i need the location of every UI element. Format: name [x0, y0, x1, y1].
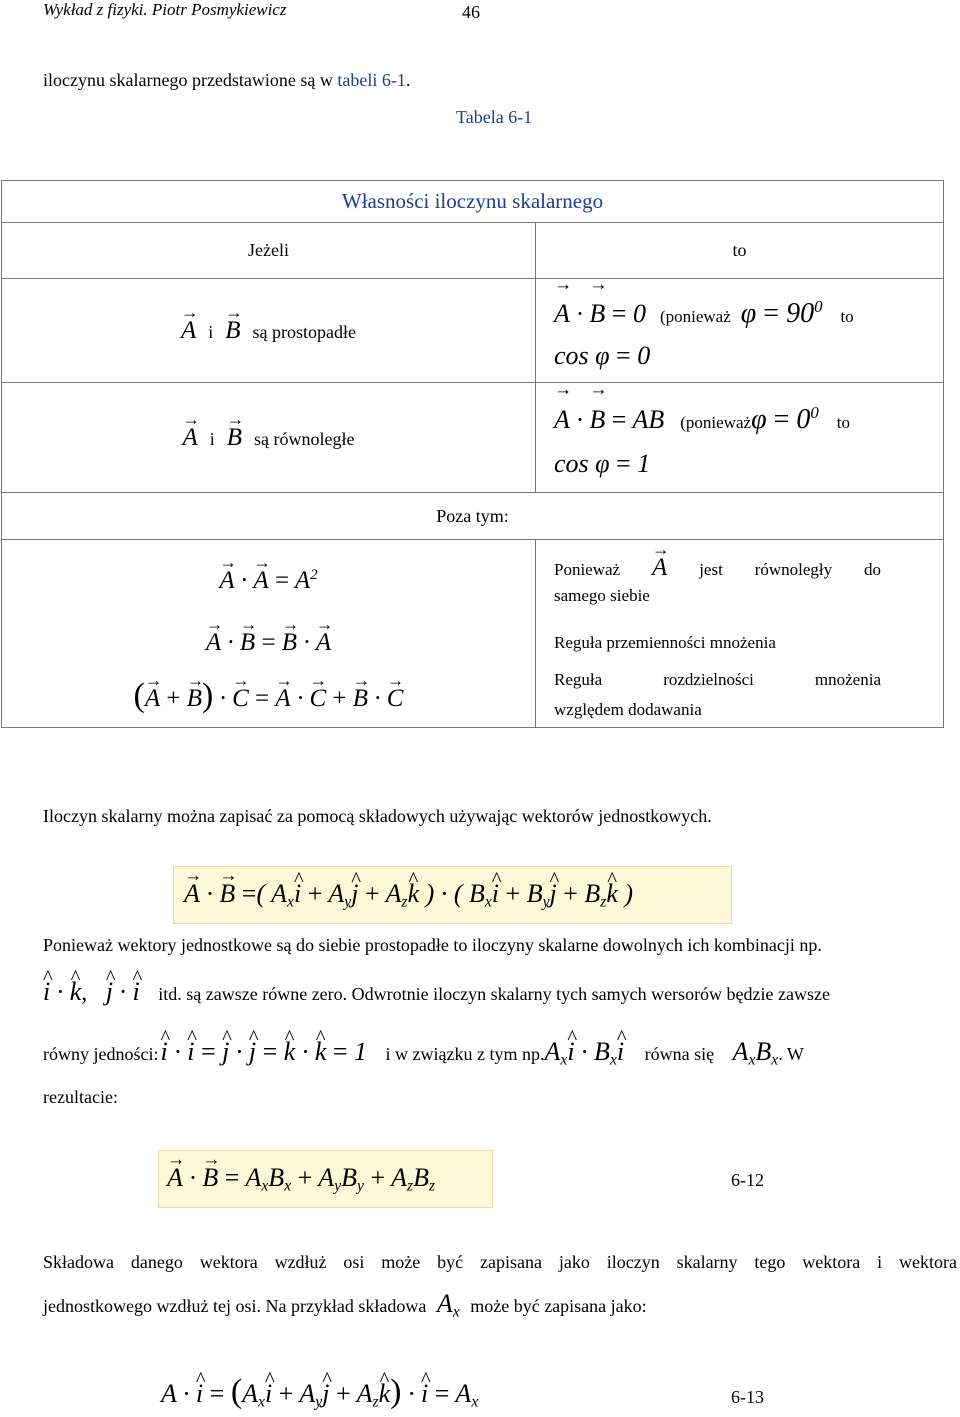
paragraph-unit-vectors-line4: rezultacie:	[43, 1087, 118, 1107]
column-header-then: to	[536, 223, 944, 279]
row-parallel-condition: → A i → B są równoległe	[2, 383, 536, 493]
column-header-if: Jeżeli	[2, 223, 536, 279]
table-caption: Tabela 6-1	[456, 107, 533, 127]
row-parallel-result: → A · → B = AB (ponieważφ = $0^0$ to cos φ = 1	[536, 383, 944, 493]
formulas-cell: → A · → $A = A^2$ → A · → B = → B · → A (→ A + → B) · → C = → A · → C + → B · → C	[2, 540, 536, 728]
equation-6-12-label: 6-12	[731, 1170, 764, 1190]
paragraph-component-line1: Składowa danego wektora wzdłuż osi może być zapisana jako iloczyn skalarny tego wektora i wektora	[43, 1252, 957, 1272]
equation-6-12: → A · → $B = A_xB_x + A_yB_y + A_zB_z$	[158, 1150, 493, 1208]
besides-row: Poza tym:	[2, 493, 944, 540]
page-number: 46	[462, 2, 480, 22]
equation-6-13-label: 6-13	[731, 1387, 764, 1407]
equation-expanded: → A · → B =( $A_x\^{}$ $i + A_y\^{}$ $j + A_z\^{}$ k ) · ( $B_x\^{}$ $i + B_y\^{}$ $j + B_z\^{}$ k )	[173, 866, 732, 924]
table-link[interactable]: tabeli 6-1	[337, 70, 406, 90]
running-header: Wykład z fizyki. Piotr Posmykiewicz	[43, 0, 287, 19]
paragraph-unit-vectors-line1: Ponieważ wektory jednostkowe są do siebie prostopadłe to iloczyny skalarne dowolnych ich kombinacji np.	[43, 935, 822, 955]
table-title: Własności iloczynu skalarnego	[2, 181, 944, 223]
row-perpendicular-condition: → A i → B są prostopadłe	[2, 279, 536, 383]
paragraph-component-line2: jednostkowego wzdłuż tej osi. Na przykład składowa $A_x$ może być zapisana jako:	[43, 1289, 647, 1321]
row-perpendicular-result: → A · → B = 0 (ponieważ $\varphi = 90^0$ to cos φ = 0	[536, 279, 944, 383]
paragraph-unit-vectors-line3: równy jedności:^ i · ^ i = ^ j · ^ j = ^ k · ^ k = 1 i w związku z tym $np.A_x\^{}$ $i \cdot B_x\^{}$ i równa się $A_xB_x$. W	[43, 1037, 957, 1070]
equation-6-13: A · ^ $i = (A_x\^{}$ $i + A_y\^{}$ $j + A_z\^{}$ k) · ^ $i = A_x$	[161, 1373, 478, 1412]
paragraph-components: Iloczyn skalarny można zapisać za pomocą składowych używając wektorów jednostkowych.	[43, 806, 712, 826]
paragraph-unit-vectors-line2: ^ i · ^ k, ^ j · ^ i itd. są zawsze równe zero. Odwrotnie iloczyn skalarny tych samych wersorów będzie zawsze	[43, 977, 957, 1007]
intro-line: iloczynu skalarnego przedstawione są w tabeli 6-1.	[43, 70, 411, 90]
properties-description-cell: Ponieważ → A jest równoległy do samego siebie Reguła przemienności mnożenia Reguła rozdzielności mnożenia względem dodawania	[536, 540, 944, 728]
properties-table	[1, 180, 944, 728]
